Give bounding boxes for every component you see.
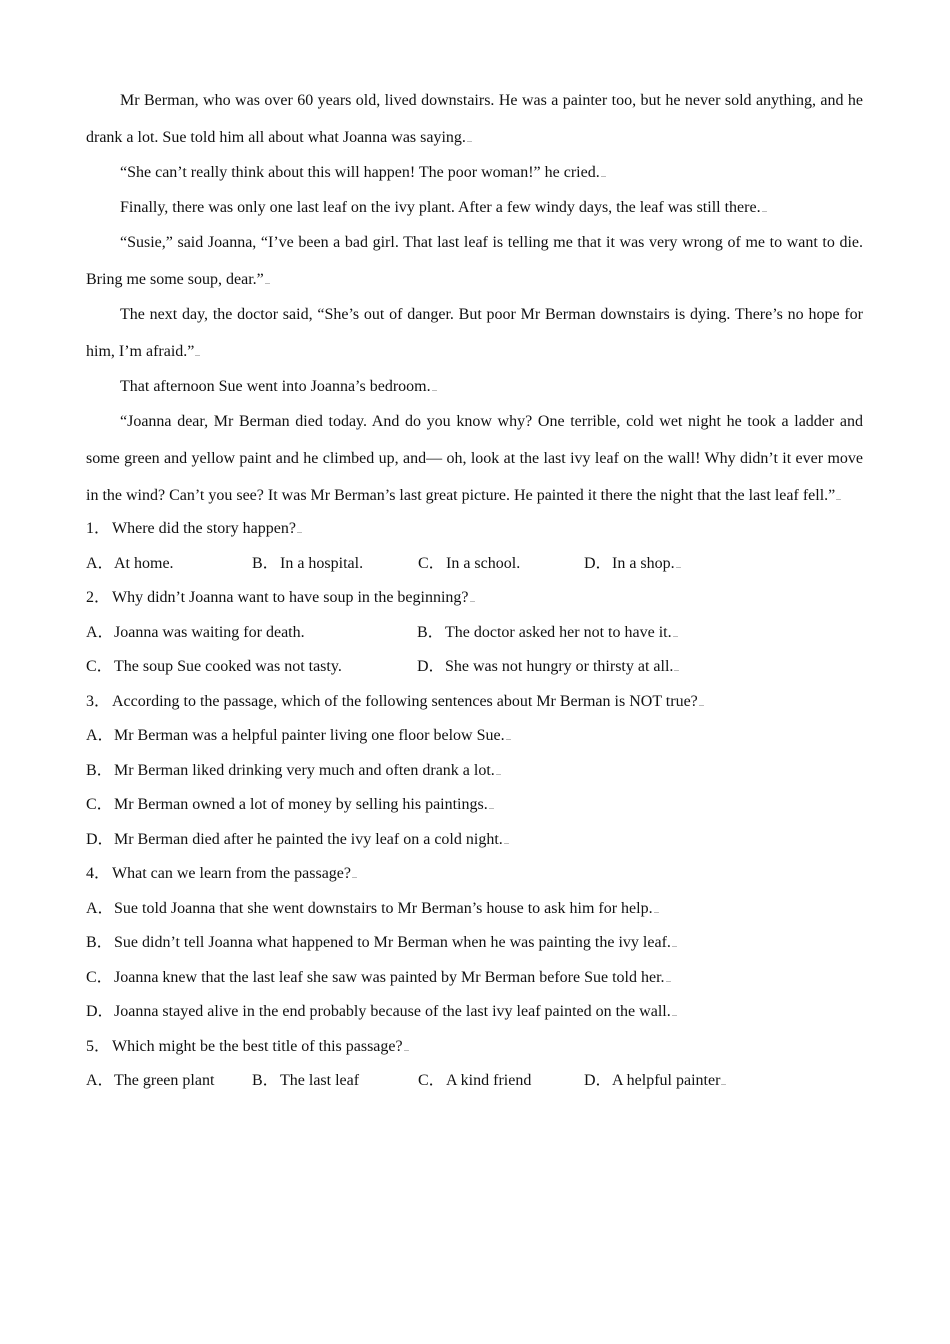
paragraph-mark-icon xyxy=(265,282,270,284)
option-b[interactable]: B．Sue didn’t tell Joanna what happened to Mr Berman when he was painting the ivy leaf. xyxy=(86,926,863,961)
paragraph-mark-icon xyxy=(672,945,677,947)
question-text: According to the passage, which of the following sentences about Mr Berman is NOT true? xyxy=(112,692,698,710)
question-number: 4． xyxy=(86,865,111,882)
question-1 xyxy=(86,512,863,547)
passage-paragraph-4: “Susie,” said Joanna, “I’ve been a bad girl. That last leaf is telling me that it was very wrong of me to want to die. Bring me some soup, dear.” xyxy=(86,234,863,288)
passage-paragraph-6: That afternoon Sue went into Joanna’s bedroom. xyxy=(86,368,863,405)
paragraph-mark-icon xyxy=(467,140,472,142)
question-1-options xyxy=(86,547,863,582)
paragraph-mark-icon xyxy=(601,175,606,177)
paragraph-mark-icon xyxy=(674,669,679,671)
paragraph-mark-icon xyxy=(504,842,509,844)
paragraph-mark-icon xyxy=(195,354,200,356)
option-d[interactable]: D．A helpful painter xyxy=(584,1064,750,1099)
passage-paragraph-1: Mr Berman, who was over 60 years old, lived downstairs. He was a painter too, but he never sold anything, and he drank a lot. Sue told him all about what Joanna was saying. xyxy=(86,92,863,146)
question-text: Which might be the best title of this passage? xyxy=(112,1037,403,1055)
question-text: What can we learn from the passage? xyxy=(112,865,351,882)
option-d[interactable]: D．In a shop. xyxy=(584,547,750,582)
question-text: Why didn’t Joanna want to have soup in the beginning? xyxy=(112,589,469,606)
option-d[interactable]: D．Mr Berman died after he painted the ivy leaf on a cold night. xyxy=(86,823,863,858)
paragraph-mark-icon xyxy=(404,1049,409,1051)
option-a[interactable]: A．Joanna was waiting for death. xyxy=(86,623,305,641)
option-a[interactable]: A．Mr Berman was a helpful painter living one floor below Sue. xyxy=(86,719,863,754)
option-c[interactable]: C．Joanna knew that the last leaf she saw was painted by Mr Berman before Sue told her. xyxy=(86,961,863,996)
paragraph-mark-icon xyxy=(699,704,704,706)
passage-paragraph-2: “She can’t really think about this will happen! The poor woman!” he cried. xyxy=(86,154,863,191)
paragraph-mark-icon xyxy=(297,531,302,533)
paragraph-mark-icon xyxy=(673,635,678,637)
document-page xyxy=(86,82,863,1099)
passage-paragraph-7: “Joanna dear, Mr Berman died today. And do you know why? One terrible, cold wet night he took a ladder and some green and yellow paint and he climbed up, and— oh, look at the last ivy leaf on the wall! Why didn’t it ever move in the wind? Can’t you see? It was Mr Berman’s last great picture. He painted it there the night that the last leaf fell.” xyxy=(86,413,863,504)
question-2-options-row-2 xyxy=(86,650,863,685)
paragraph-mark-icon xyxy=(432,389,437,391)
option-a[interactable]: A．The green plant xyxy=(86,1072,215,1089)
question-5-options xyxy=(86,1064,863,1099)
question-2-options-row-1 xyxy=(86,616,863,651)
paragraph-mark-icon xyxy=(666,980,671,982)
paragraph-mark-icon xyxy=(489,807,494,809)
paragraph-mark-icon xyxy=(721,1083,726,1085)
question-number: 3． xyxy=(86,692,111,710)
question-text: Where did the story happen? xyxy=(112,520,296,537)
option-d[interactable]: D．She was not hungry or thirsty at all. xyxy=(417,650,748,685)
paragraph-mark-icon xyxy=(654,911,659,913)
paragraph-mark-icon xyxy=(506,738,511,740)
option-b[interactable]: B．The last leaf xyxy=(252,1072,360,1089)
option-d[interactable]: D．Joanna stayed alive in the end probably because of the last ivy leaf painted on the wall. xyxy=(86,995,863,1030)
paragraph-mark-icon xyxy=(676,566,681,568)
question-4 xyxy=(86,857,863,892)
option-c[interactable]: C．A kind friend xyxy=(418,1072,532,1089)
option-c[interactable]: C．Mr Berman owned a lot of money by selling his paintings. xyxy=(86,788,863,823)
option-b[interactable]: B．In a hospital. xyxy=(252,554,364,572)
question-2 xyxy=(86,581,863,616)
paragraph-mark-icon xyxy=(496,773,501,775)
option-b[interactable]: B．The doctor asked her not to have it. xyxy=(417,616,748,651)
question-5 xyxy=(86,1030,863,1065)
question-number: 1． xyxy=(86,520,111,537)
passage-paragraph-3: Finally, there was only one last leaf on the ivy plant. After a few windy days, the leaf was still there. xyxy=(86,189,863,226)
passage-paragraph-5: The next day, the doctor said, “She’s out of danger. But poor Mr Berman downstairs is dying. There’s no hope for him, I’m afraid.” xyxy=(86,306,863,360)
paragraph-mark-icon xyxy=(352,876,357,878)
paragraph-mark-icon xyxy=(470,600,475,602)
question-number: 2． xyxy=(86,589,111,606)
option-a[interactable]: A．At home. xyxy=(86,554,174,572)
paragraph-mark-icon xyxy=(836,498,841,500)
option-b[interactable]: B．Mr Berman liked drinking very much and often drank a lot. xyxy=(86,754,863,789)
paragraph-mark-icon xyxy=(762,210,767,212)
option-a[interactable]: A．Sue told Joanna that she went downstairs to Mr Berman’s house to ask him for help. xyxy=(86,892,863,927)
question-3 xyxy=(86,685,863,720)
option-c[interactable]: C．The soup Sue cooked was not tasty. xyxy=(86,658,342,675)
question-number: 5． xyxy=(86,1037,111,1055)
option-c[interactable]: C．In a school. xyxy=(418,554,521,572)
paragraph-mark-icon xyxy=(672,1014,677,1016)
